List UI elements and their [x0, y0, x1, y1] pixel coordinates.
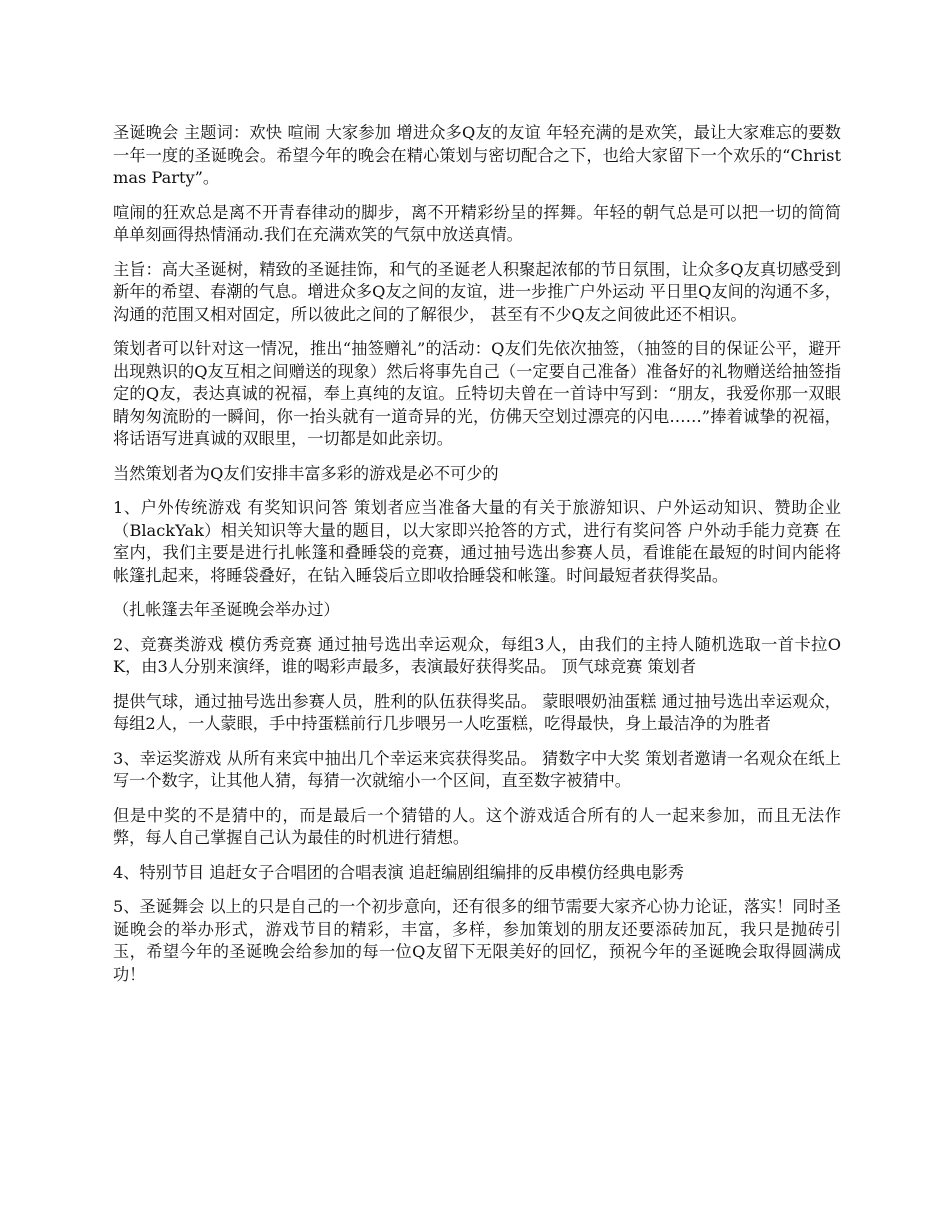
paragraph-intro: 圣诞晚会 主题词：欢快 喧闹 大家参加 增进众多Q友的友谊 年轻充满的是欢笑，最让大家难忘的要数一年一度的圣诞晚会。希望今年的晚会在精心策划与密切配合之下，也给大家留下一个欢乐的“Christmas Party”。: [113, 123, 841, 187]
paragraph-dance-closing: 5、圣诞舞会 以上的只是自己的一个初步意向，还有很多的细节需要大家齐心协力论证，落实！同时圣诞晚会的举办形式，游戏节目的精彩，丰富，多样，参加策划的朋友还要添砖加瓦，我只是抛砖引玉，希望今年的圣诞晚会给参加的每一位Q友留下无限美好的回忆，预祝今年的圣诞晚会取得圆满成功！: [113, 897, 841, 984]
paragraph-balloon-cake: 提供气球，通过抽号选出参赛人员，胜利的队伍获得奖品。 蒙眼喂奶油蛋糕 通过抽号选出幸运观众，每组2人，一人蒙眼，手中持蛋糕前行几步喂另一人吃蛋糕，吃得最快，身上最洁净的为胜者: [113, 691, 841, 733]
paragraph-outdoor-games: 1、户外传统游戏 有奖知识问答 策划者应当准备大量的有关于旅游知识、户外运动知识、赞助企业（BlackYak）相关知识等大量的题目，以大家即兴抢答的方式，进行有奖问答 户外动手能力竞赛 在室内，我们主要是进行扎帐篷和叠睡袋的竞赛，通过抽号选出参赛人员，看谁能在最短的时间内能将帐篷扎起来，将睡袋叠好，在钻入睡袋后立即收拾睡袋和帐篷。时间最短者获得奖品。: [113, 498, 841, 585]
document-body: [113, 122, 841, 998]
paragraph-theme: 主旨：高大圣诞树，精致的圣诞挂饰，和气的圣诞老人积聚起浓郁的节日氛围，让众多Q友真切感受到新年的希望、春潮的气息。增进众多Q友之间的友谊，进一步推广户外运动 平日里Q友间的沟通不多，沟通的范围又相对固定，所以彼此之间的了解很少， 甚至有不少Q友之间彼此还不相识。: [113, 259, 841, 324]
paragraph-carnival: 喧闹的狂欢总是离不开青春律动的脚步，离不开精彩纷呈的挥舞。年轻的朝气总是可以把一切的简简单单刻画得热情涌动.我们在充满欢笑的气氛中放送真情。: [113, 202, 841, 244]
paragraph-lucky-games: 3、幸运奖游戏 从所有来宾中抽出几个幸运来宾获得奖品。 猜数字中大奖 策划者邀请一名观众在纸上写一个数字，让其他人猜，每猜一次就缩小一个区间，直至数字被猜中。: [113, 748, 841, 790]
paragraph-contest-games: 2、竞赛类游戏 模仿秀竞赛 通过抽号选出幸运观众，每组3人，由我们的主持人随机选取一首卡拉OK，由3人分别来演绎，谁的喝彩声最多，表演最好获得奖品。 顶气球竞赛 策划者: [113, 634, 841, 676]
paragraph-tent-note: （扎帐篷去年圣诞晚会举办过）: [113, 600, 340, 619]
paragraph-guess-rule: 但是中奖的不是猜中的，而是最后一个猜错的人。这个游戏适合所有的人一起来参加，而且无法作弊，每人自己掌握自己认为最佳的时机进行猜想。: [113, 805, 841, 847]
paragraph-gift-exchange: 策划者可以针对这一情况，推出“抽签赠礼”的活动：Q友们先依次抽签，（抽签的目的保证公平，避开出现熟识的Q友互相之间赠送的现象）然后将事先自己（一定要自己准备）准备好的礼物赠送给抽签指定的Q友，表达真诚的祝福，奉上真纯的友谊。丘特切夫曾在一首诗中写到：“朋友，我爱你那一双眼睛匆匆流盼的一瞬间，你一抬头就有一道奇异的光，仿佛天空划过漂亮的闪电……”捧着诚挚的祝福，将话语写进真诚的双眼里，一切都是如此亲切。: [113, 339, 841, 448]
paragraph-special-show: 4、特别节目 追赶女子合唱团的合唱表演 追赶编剧组编排的反串模仿经典电影秀: [113, 862, 684, 882]
paragraph-games-intro: 当然策划者为Q友们安排丰富多彩的游戏是必不可少的: [113, 463, 499, 483]
